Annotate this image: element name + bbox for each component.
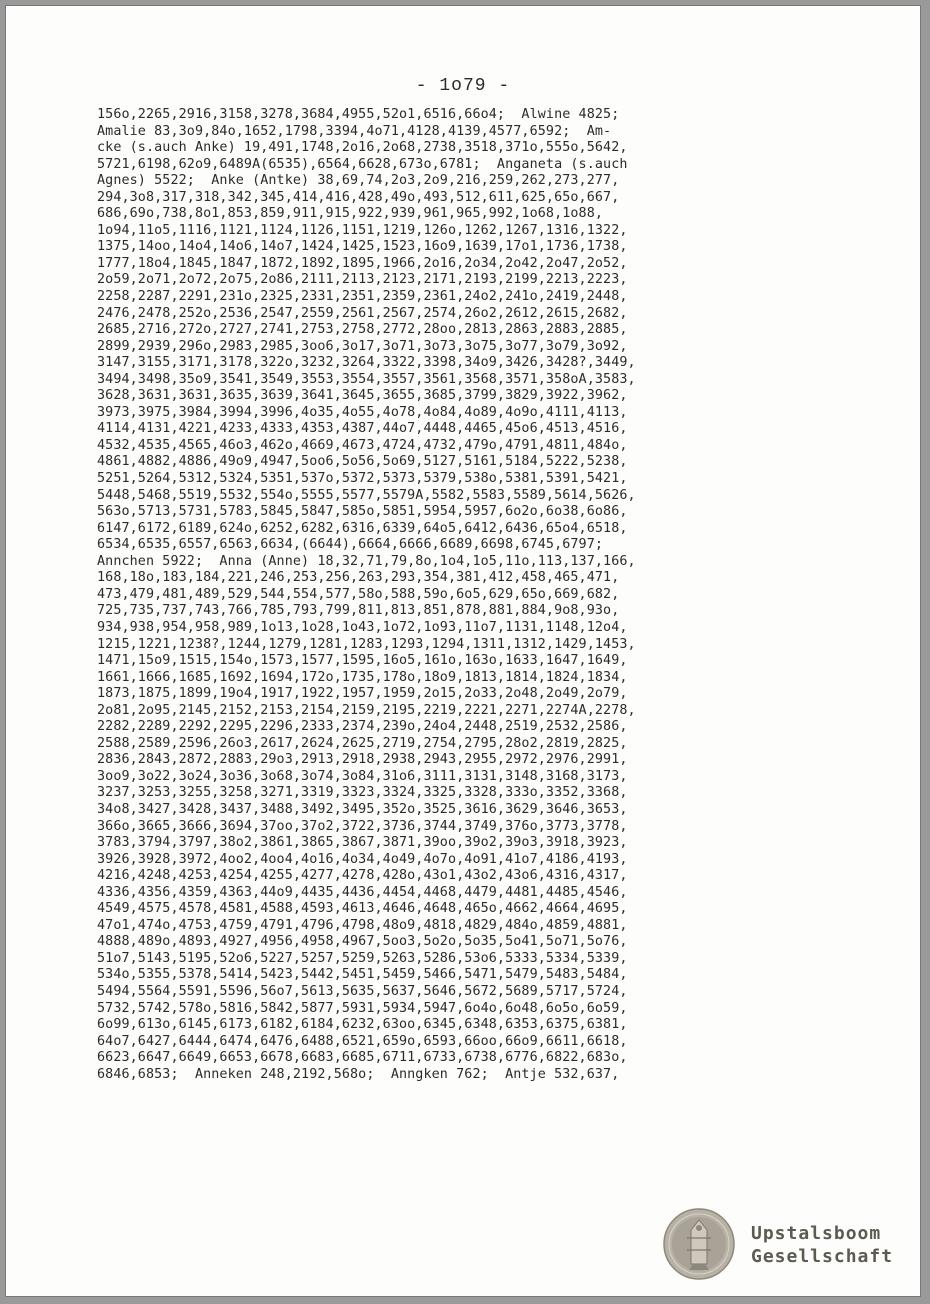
page-number: - 1o79 -	[415, 76, 511, 96]
society-logo	[751, 1222, 893, 1268]
logo-line-2: Gesellschaft	[751, 1246, 894, 1267]
document-page	[5, 5, 921, 1297]
name-index-text: 156o,2265,2916,3158,3278,3684,4955,52o1,6516,66o4; Alwine 4825; Amalie 83,3o9,84o,1652,1798,3394,4o71,4128,4139,4577,6592; Am- cke (s.auch Anke) 19,491,1748,2o16,2o68,2738,3518,371o,555o,5642, 5721,6198,62o9,6489A(6535),6564,6628,673o,6781; Anganeta (s.auch Agnes) 5522; Anke (Antke) 38,69,74,2o3,2o9,216,259,262,273,277, 294,3o8,317,318,342,345,414,416,428,49o,493,512,611,625,65o,667, 686,69o,738,8o1,853,859,911,915,922,939,961,965,992,1o68,1o88, 1o94,11o5,1116,1121,1124,1126,1151,1219,126o,1262,1267,1316,1322, 1375,14oo,14o4,14o6,14o7,1424,1425,1523,16o9,1639,17o1,1736,1738, 1777,18o4,1845,1847,1872,1892,1895,1966,2o16,2o34,2o42,2o47,2o52, 2o59,2o71,2o72,2o75,2o86,2111,2113,2123,2171,2193,2199,2213,2223, 2258,2287,2291,231o,2325,2331,2351,2359,2361,24o2,241o,2419,2448, 2476,2478,252o,2536,2547,2559,2561,2567,2574,26o2,2612,2615,2682, 2685,2716,272o,2727,2741,2753,2758,2772,28oo,2813,2863,2883,2885, 2899,2939,296o,2983,2985,3oo6,3o17,3o71,3o73,3o75,3o77,3o79,3o92, 3147,3155,3171,3178,322o,3232,3264,3322,3398,34o9,3426,3428?,3449, 3494,3498,35o9,3541,3549,3553,3554,3557,3561,3568,3571,358oA,3583, 3628,3631,3631,3635,3639,3641,3645,3655,3685,3799,3829,3922,3962, 3973,3975,3984,3994,3996,4o35,4o55,4o78,4o84,4o89,4o9o,4111,4113, 4114,4131,4221,4233,4333,4353,4387,44o7,4448,4465,45o6,4513,4516, 4532,4535,4565,46o3,462o,4669,4673,4724,4732,479o,4791,4811,484o, 4861,4882,4886,49o9,4947,5oo6,5o56,5o69,5127,5161,5184,5222,5238, 5251,5264,5312,5324,5351,537o,5372,5373,5379,538o,5381,5391,5421, 5448,5468,5519,5532,554o,5555,5577,5579A,5582,5583,5589,5614,5626, 563o,5713,5731,5783,5845,5847,585o,5851,5954,5957,6o2o,6o38,6o86, 6147,6172,6189,624o,6252,6282,6316,6339,64o5,6412,6436,65o4,6518, 6534,6535,6557,6563,6634,(6644),6664,6666,6689,6698,6745,6797; Annchen 5922; Anna (Anne) 18,32,71,79,8o,1o4,1o5,11o,113,137,166, 168,18o,183,184,221,246,253,256,263,293,354,381,412,458,465,471, 473,479,481,489,529,544,554,577,58o,588,59o,6o5,629,65o,669,682, 725,735,737,743,766,785,793,799,811,813,851,878,881,884,9o8,93o, 934,938,954,958,989,1o13,1o28,1o43,1o72,1o93,11o7,1131,1148,12o4, 1215,1221,1238?,1244,1279,1281,1283,1293,1294,1311,1312,1429,1453, 1471,15o9,1515,154o,1573,1577,1595,16o5,161o,163o,1633,1647,1649, 1661,1666,1685,1692,1694,172o,1735,178o,18o9,1813,1814,1824,1834, 1873,1875,1899,19o4,1917,1922,1957,1959,2o15,2o33,2o48,2o49,2o79, 2o81,2o95,2145,2152,2153,2154,2159,2195,2219,2221,2271,2274A,2278, 2282,2289,2292,2295,2296,2333,2374,239o,24o4,2448,2519,2532,2586, 2588,2589,2596,26o3,2617,2624,2625,2719,2754,2795,28o2,2819,2825, 2836,2843,2872,2883,29o3,2913,2918,2938,2943,2955,2972,2976,2991, 3oo9,3o22,3o24,3o36,3o68,3o74,3o84,31o6,3111,3131,3148,3168,3173, 3237,3253,3255,3258,3271,3319,3323,3324,3325,3328,333o,3352,3368, 34o8,3427,3428,3437,3488,3492,3495,352o,3525,3616,3629,3646,3653, 366o,3665,3666,3694,37oo,37o2,3722,3736,3744,3749,376o,3773,3778, 3783,3794,3797,38o2,3861,3865,3867,3871,39oo,39o2,39o3,3918,3923, 3926,3928,3972,4oo2,4oo4,4o16,4o34,4o49,4o7o,4o91,41o7,4186,4193, 4216,4248,4253,4254,4255,4277,4278,428o,43o1,43o2,43o6,4316,4317, 4336,4356,4359,4363,44o9,4435,4436,4454,4468,4479,4481,4485,4546, 4549,4575,4578,4581,4588,4593,4613,4646,4648,465o,4662,4664,4695, 47o1,474o,4753,4759,4791,4796,4798,48o9,4818,4829,484o,4859,4881, 4888,489o,4893,4927,4956,4958,4967,5oo3,5o2o,5o35,5o41,5o71,5o76, 51o7,5143,5195,52o6,5227,5257,5259,5263,5286,53o6,5333,5334,5339, 534o,5355,5378,5414,5423,5442,5451,5459,5466,5471,5479,5483,5484, 5494,5564,5591,5596,56o7,5613,5635,5637,5646,5672,5689,5717,5724, 5732,5742,578o,5816,5842,5877,5931,5934,5947,6o4o,6o48,6o5o,6o59, 6o99,613o,6145,6173,6182,6184,6232,63oo,6345,6348,6353,6375,6381, 64o7,6427,6444,6474,6476,6488,6521,659o,6593,66oo,66o9,6611,6618, 6623,6647,6649,6653,6678,6683,6685,6711,6733,6738,6776,6822,683o, 6846,6853; Anneken 248,2192,568o; Anngken 762; Antje 532,637,	[97, 107, 636, 1082]
logo-line-1: Upstalsboom	[751, 1223, 882, 1244]
upstalsboom-seal-icon	[663, 1208, 735, 1280]
